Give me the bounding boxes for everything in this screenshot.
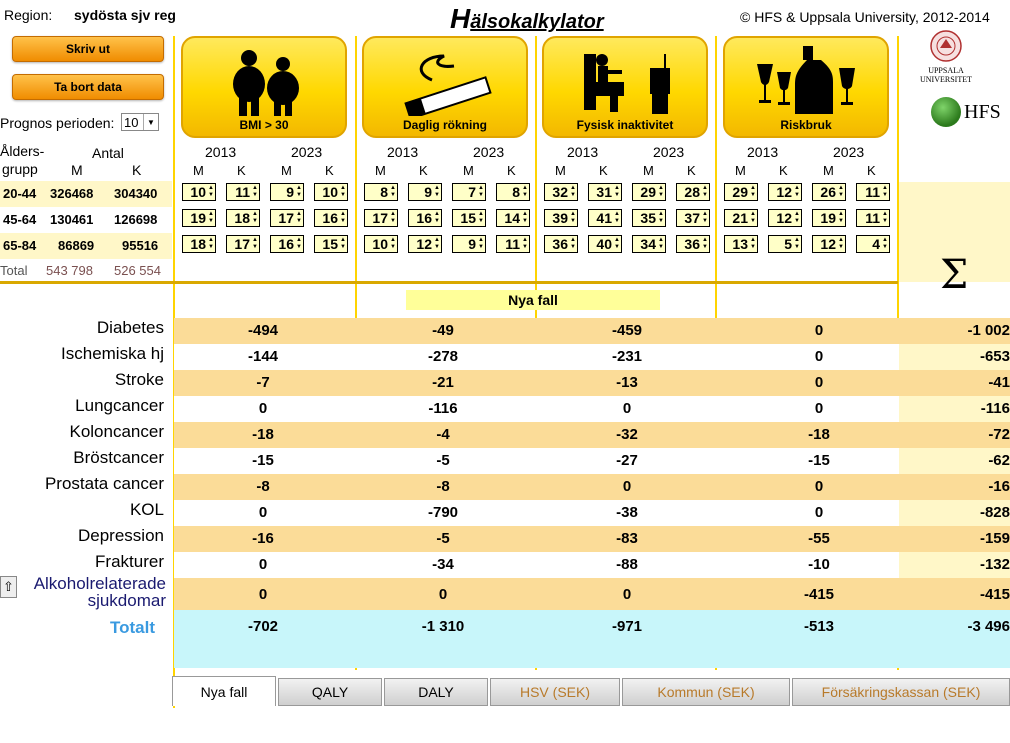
- spinner-value: 40: [596, 236, 612, 252]
- result-value: -5: [436, 530, 450, 547]
- spinner-value: 12: [776, 184, 792, 200]
- spinner-value: 12: [820, 236, 836, 252]
- result-value: -4: [436, 426, 450, 443]
- spin-arrows-icon[interactable]: ▲ ▼: [478, 211, 484, 224]
- app-title-h: H: [450, 3, 471, 34]
- spin-arrows-icon[interactable]: ▲ ▼: [838, 237, 844, 250]
- result-value: -15: [808, 452, 830, 469]
- spin-arrows-icon[interactable]: ▲ ▼: [750, 185, 756, 198]
- disease-label: Stroke: [114, 370, 164, 389]
- prevalence-spinner[interactable]: [182, 235, 216, 253]
- prevalence-spinner[interactable]: [724, 183, 758, 201]
- prevalence-spinner[interactable]: [544, 235, 578, 253]
- result-value: -16: [252, 530, 274, 547]
- prevalence-spinner[interactable]: [724, 209, 758, 227]
- spinner-value: 9: [424, 184, 432, 200]
- spinner-value: 28: [684, 184, 700, 200]
- age-group-header: Ålders-: [0, 143, 45, 159]
- spinner-value: 35: [640, 210, 656, 226]
- result-value: -459: [611, 322, 643, 339]
- spin-arrows-icon[interactable]: ▲ ▼: [434, 237, 440, 250]
- prevalence-spinner[interactable]: [452, 209, 486, 227]
- prevalence-spinner[interactable]: [452, 235, 486, 253]
- spinner-value: 18: [234, 210, 250, 226]
- spinner-value: 14: [504, 210, 520, 226]
- antal-m-header: M: [71, 162, 83, 178]
- prevalence-spinner[interactable]: [364, 235, 398, 253]
- spinner-value: 16: [278, 236, 294, 252]
- cigarette-icon: [402, 50, 494, 116]
- uppsala-seal-icon: [930, 30, 962, 62]
- population-k: 304340: [114, 186, 158, 201]
- sex-m-header: M: [643, 163, 654, 178]
- year-end: 2023: [653, 144, 685, 160]
- result-value: -18: [808, 426, 830, 443]
- spinner-value: 17: [234, 236, 250, 252]
- prevalence-spinner[interactable]: [182, 183, 216, 201]
- spinner-value: 5: [784, 236, 792, 252]
- sigma-icon: Σ: [940, 252, 969, 298]
- sex-k-header: K: [867, 163, 876, 178]
- prognos-select[interactable]: [121, 113, 159, 131]
- result-value: -8: [256, 478, 270, 495]
- prevalence-spinner[interactable]: [452, 183, 486, 201]
- spin-arrows-icon[interactable]: ▲ ▼: [570, 211, 576, 224]
- alcohol-disease-label: [20, 575, 166, 609]
- risk-card-bmi[interactable]: [181, 36, 347, 138]
- print-button[interactable]: Skriv ut: [12, 36, 164, 62]
- disease-label: Koloncancer: [69, 422, 164, 441]
- spin-arrows-icon[interactable]: ▲ ▼: [340, 185, 346, 198]
- spin-arrows-icon[interactable]: ▲ ▼: [434, 185, 440, 198]
- spinner-value: 17: [278, 210, 294, 226]
- population-m: 130461: [50, 212, 94, 227]
- tab-qaly[interactable]: QALY: [278, 678, 382, 706]
- prevalence-spinner[interactable]: [724, 235, 758, 253]
- uu-line2: UNIVERSITET: [920, 75, 972, 84]
- result-value: 0: [814, 322, 824, 339]
- risk-label: Daglig rökning: [403, 118, 487, 132]
- prevalence-spinner[interactable]: [676, 183, 710, 201]
- spin-arrows-icon[interactable]: ▲ ▼: [614, 185, 620, 198]
- prevalence-spinner[interactable]: [632, 235, 666, 253]
- result-value: 0: [258, 556, 268, 573]
- year-start: 2013: [387, 144, 419, 160]
- result-value: -790: [427, 504, 459, 521]
- app-title: [450, 3, 604, 35]
- total-value: -971: [611, 618, 643, 635]
- prevalence-spinner[interactable]: [226, 183, 260, 201]
- prevalence-spinner[interactable]: [496, 183, 530, 201]
- sex-m-header: M: [555, 163, 566, 178]
- prevalence-spinner[interactable]: [408, 183, 442, 201]
- spin-arrows-icon[interactable]: ▲ ▼: [658, 237, 664, 250]
- result-value: 0: [622, 400, 632, 417]
- sex-k-header: K: [507, 163, 516, 178]
- sex-m-header: M: [823, 163, 834, 178]
- spin-arrows-icon[interactable]: ▲ ▼: [794, 237, 800, 250]
- disease-label: Diabetes: [96, 318, 164, 337]
- spinner-value: 15: [322, 236, 338, 252]
- result-value: 0: [258, 504, 268, 521]
- sex-k-header: K: [687, 163, 696, 178]
- spinner-value: 34: [640, 236, 656, 252]
- risk-label: Fysisk inaktivitet: [576, 118, 674, 132]
- prognos-select-value: 10: [124, 114, 139, 130]
- population-m: 326468: [50, 186, 94, 201]
- sex-m-header: M: [735, 163, 746, 178]
- result-value: -278: [427, 348, 459, 365]
- spinner-value: 17: [372, 210, 388, 226]
- spin-arrows-icon[interactable]: ▲ ▼: [794, 185, 800, 198]
- spinner-value: 36: [552, 236, 568, 252]
- spin-arrows-icon[interactable]: ▲ ▼: [478, 185, 484, 198]
- result-sum: -62: [988, 452, 1010, 469]
- tab-hsv-sek[interactable]: HSV (SEK): [490, 678, 620, 706]
- spinner-value: 11: [865, 210, 880, 226]
- year-end: 2023: [291, 144, 323, 160]
- spin-arrows-icon[interactable]: ▲ ▼: [570, 237, 576, 250]
- spin-arrows-icon[interactable]: ▲ ▼: [296, 185, 302, 198]
- population-k: 95516: [122, 238, 159, 253]
- spin-arrows-icon[interactable]: ▲ ▼: [882, 185, 888, 198]
- totalt-label: Totalt: [110, 618, 156, 637]
- result-value: -5: [436, 452, 450, 469]
- spinner-value: 11: [505, 236, 520, 252]
- prevalence-spinner[interactable]: [812, 183, 846, 201]
- spin-arrows-icon[interactable]: ▲ ▼: [522, 237, 528, 250]
- spinner-value: 15: [460, 210, 476, 226]
- spin-arrows-icon[interactable]: ▲ ▼: [296, 237, 302, 250]
- antal-header: Antal: [92, 145, 124, 161]
- disease-label: Lungcancer: [75, 396, 164, 415]
- spinner-value: 16: [416, 210, 432, 226]
- spin-arrows-icon[interactable]: ▲ ▼: [794, 211, 800, 224]
- prevalence-spinner[interactable]: [226, 209, 260, 227]
- age-group: 65-84: [3, 238, 37, 253]
- prevalence-spinner[interactable]: [496, 209, 530, 227]
- result-value: -415: [803, 586, 835, 603]
- result-value: 0: [814, 374, 824, 391]
- result-value: -88: [616, 556, 638, 573]
- age-group-header-2: grupp: [2, 161, 38, 177]
- sex-k-header: K: [779, 163, 788, 178]
- result-sum: -132: [979, 556, 1010, 573]
- spin-arrows-icon[interactable]: ▲ ▼: [702, 211, 708, 224]
- result-value: -55: [808, 530, 830, 547]
- spinner-value: 37: [684, 210, 700, 226]
- obese-couple-icon: [227, 48, 307, 118]
- sex-k-header: K: [325, 163, 334, 178]
- risk-card-alcohol[interactable]: [723, 36, 889, 138]
- spinner-value: 12: [416, 236, 432, 252]
- result-value: -15: [252, 452, 274, 469]
- year-start: 2013: [747, 144, 779, 160]
- result-value: -8: [436, 478, 450, 495]
- result-value: -83: [616, 530, 638, 547]
- prevalence-spinner[interactable]: [632, 183, 666, 201]
- total-k: 526 554: [114, 263, 161, 278]
- risk-label: Riskbruk: [780, 118, 832, 132]
- spin-arrows-icon[interactable]: ▲ ▼: [614, 211, 620, 224]
- spinner-value: 7: [468, 184, 476, 200]
- sex-m-header: M: [375, 163, 386, 178]
- spinner-value: 29: [640, 184, 656, 200]
- prevalence-spinner[interactable]: [408, 235, 442, 253]
- spinner-value: 10: [372, 236, 388, 252]
- result-value: 0: [438, 586, 448, 603]
- result-sum: -159: [979, 530, 1010, 547]
- result-value: -18: [252, 426, 274, 443]
- spinner-value: 19: [190, 210, 206, 226]
- chevron-down-icon[interactable]: ▼: [143, 114, 158, 130]
- result-value: -7: [256, 374, 270, 391]
- disease-label: Prostata cancer: [44, 474, 164, 493]
- spin-arrows-icon[interactable]: ▲ ▼: [522, 185, 528, 198]
- year-start: 2013: [567, 144, 599, 160]
- prevalence-spinner[interactable]: [364, 209, 398, 227]
- spinner-value: 9: [468, 236, 476, 252]
- spin-arrows-icon[interactable]: ▲ ▼: [750, 237, 756, 250]
- prevalence-spinner[interactable]: [856, 235, 890, 253]
- result-value: 0: [622, 586, 632, 603]
- prevalence-spinner[interactable]: [270, 235, 304, 253]
- result-value: -34: [432, 556, 454, 573]
- spinner-value: 21: [732, 210, 748, 226]
- prevalence-spinner[interactable]: [856, 209, 890, 227]
- population-k: 126698: [114, 212, 158, 227]
- disease-label: Bröstcancer: [73, 448, 164, 467]
- spin-arrows-icon[interactable]: ▲ ▼: [208, 237, 214, 250]
- spinner-value: 36: [684, 236, 700, 252]
- result-sum: -116: [980, 400, 1010, 417]
- spin-arrows-icon[interactable]: ▲ ▼: [390, 211, 396, 224]
- prevalence-spinner[interactable]: [182, 209, 216, 227]
- risk-card-smoking[interactable]: [362, 36, 528, 138]
- disease-label: Ischemiska hj: [61, 344, 164, 363]
- disease-label: Depression: [78, 526, 164, 545]
- result-value: -38: [616, 504, 638, 521]
- year-start: 2013: [205, 144, 237, 160]
- prevalence-spinner[interactable]: [408, 209, 442, 227]
- result-value: -13: [616, 374, 638, 391]
- result-value: -10: [808, 556, 830, 573]
- spinner-value: 32: [552, 184, 568, 200]
- spinner-value: 26: [820, 184, 836, 200]
- sex-m-header: M: [193, 163, 204, 178]
- spinner-value: 8: [512, 184, 520, 200]
- disease-label: KOL: [129, 500, 164, 519]
- arrow-up-icon[interactable]: ⇧: [0, 576, 17, 598]
- prevalence-spinner[interactable]: [544, 209, 578, 227]
- result-value: -116: [428, 400, 458, 417]
- risk-label: BMI > 30: [239, 118, 289, 132]
- year-end: 2023: [473, 144, 505, 160]
- prevalence-spinner[interactable]: [588, 235, 622, 253]
- spin-arrows-icon[interactable]: ▲ ▼: [208, 185, 214, 198]
- spinner-value: 29: [732, 184, 748, 200]
- spin-arrows-icon[interactable]: ▲ ▼: [434, 211, 440, 224]
- sex-k-header: K: [599, 163, 608, 178]
- spin-arrows-icon[interactable]: ▲ ▼: [702, 237, 708, 250]
- spinner-value: 11: [235, 184, 250, 200]
- prevalence-spinner[interactable]: [314, 183, 348, 201]
- prevalence-spinner[interactable]: [544, 183, 578, 201]
- disease-label: Frakturer: [95, 552, 164, 571]
- spin-arrows-icon[interactable]: ▲ ▼: [658, 211, 664, 224]
- uu-logo-text: [916, 66, 976, 84]
- spin-arrows-icon[interactable]: ▲ ▼: [838, 185, 844, 198]
- spinner-value: 13: [732, 236, 748, 252]
- total-label: Total: [0, 263, 28, 278]
- tab-kommun-sek[interactable]: Kommun (SEK): [622, 678, 790, 706]
- spin-arrows-icon[interactable]: ▲ ▼: [570, 185, 576, 198]
- spinner-value: 10: [322, 184, 338, 200]
- spinner-value: 16: [322, 210, 338, 226]
- spin-arrows-icon[interactable]: ▲ ▼: [750, 211, 756, 224]
- spinner-value: 11: [865, 184, 880, 200]
- prevalence-spinner[interactable]: [676, 235, 710, 253]
- sex-m-header: M: [281, 163, 292, 178]
- antal-k-header: K: [132, 162, 142, 178]
- spinner-value: 18: [190, 236, 206, 252]
- spin-arrows-icon[interactable]: ▲ ▼: [882, 237, 888, 250]
- age-group: 45-64: [3, 212, 37, 227]
- spin-arrows-icon[interactable]: ▲ ▼: [838, 211, 844, 224]
- prevalence-spinner[interactable]: [226, 235, 260, 253]
- result-value: -231: [611, 348, 643, 365]
- result-value: 0: [814, 478, 824, 495]
- spin-arrows-icon[interactable]: ▲ ▼: [478, 237, 484, 250]
- spin-arrows-icon[interactable]: ▲ ▼: [340, 237, 346, 250]
- result-sum: -72: [988, 426, 1010, 443]
- spinner-value: 12: [776, 210, 792, 226]
- result-sum: -1 002: [967, 322, 1010, 339]
- prevalence-spinner[interactable]: [270, 183, 304, 201]
- result-sum: -41: [988, 374, 1010, 391]
- prevalence-spinner[interactable]: [768, 183, 802, 201]
- spin-arrows-icon[interactable]: ▲ ▼: [882, 211, 888, 224]
- result-sum: -16: [988, 478, 1010, 495]
- prognos-label: Prognos perioden:: [0, 115, 115, 131]
- total-value: -513: [803, 618, 835, 635]
- spin-arrows-icon[interactable]: ▲ ▼: [340, 211, 346, 224]
- spin-arrows-icon[interactable]: ▲ ▼: [252, 211, 258, 224]
- spinner-value: 31: [596, 184, 612, 200]
- region-label: Region:: [4, 7, 53, 23]
- sex-m-header: M: [463, 163, 474, 178]
- copyright: © HFS & Uppsala University, 2012-2014: [740, 9, 990, 25]
- prevalence-spinner[interactable]: [676, 209, 710, 227]
- total-value: -702: [247, 618, 279, 635]
- section-separator: [0, 281, 898, 284]
- alcohol-label-line2: sjukdomar: [87, 591, 166, 610]
- result-value: 0: [258, 400, 268, 417]
- result-value: -494: [247, 322, 279, 339]
- spinner-value: 8: [380, 184, 388, 200]
- spin-arrows-icon[interactable]: ▲ ▼: [390, 237, 396, 250]
- spinner-value: 4: [872, 236, 880, 252]
- year-end: 2023: [833, 144, 865, 160]
- spinner-value: 19: [820, 210, 836, 226]
- result-value: -49: [432, 322, 454, 339]
- population-m: 86869: [58, 238, 95, 253]
- total-sum: -3 496: [967, 618, 1010, 635]
- result-value: 0: [814, 348, 824, 365]
- section-title: Nya fall: [406, 290, 660, 310]
- spin-arrows-icon[interactable]: ▲ ▼: [208, 211, 214, 224]
- prevalence-spinner[interactable]: [270, 209, 304, 227]
- result-value: 0: [814, 504, 824, 521]
- prevalence-spinner[interactable]: [588, 209, 622, 227]
- clear-data-button[interactable]: Ta bort data: [12, 74, 164, 100]
- prevalence-spinner[interactable]: [768, 235, 802, 253]
- spinner-value: 41: [596, 210, 612, 226]
- prevalence-spinner[interactable]: [314, 209, 348, 227]
- tab-nya-fall[interactable]: Nya fall: [172, 676, 276, 706]
- result-value: 0: [814, 400, 824, 417]
- result-value: -32: [616, 426, 638, 443]
- spinner-value: 10: [190, 184, 206, 200]
- sex-k-header: K: [237, 163, 246, 178]
- hfs-globe-icon: [930, 96, 962, 128]
- spin-arrows-icon[interactable]: ▲ ▼: [522, 211, 528, 224]
- hfs-logo-text: HFS: [964, 101, 1001, 123]
- sex-k-header: K: [419, 163, 428, 178]
- result-value: -144: [247, 348, 279, 365]
- result-value: 0: [258, 586, 268, 603]
- total-value: -1 310: [421, 618, 465, 635]
- spin-arrows-icon[interactable]: ▲ ▼: [614, 237, 620, 250]
- spinner-value: 39: [552, 210, 568, 226]
- result-sum: -415: [979, 586, 1010, 603]
- result-value: -27: [616, 452, 638, 469]
- prevalence-spinner[interactable]: [364, 183, 398, 201]
- prevalence-spinner[interactable]: [812, 209, 846, 227]
- spinner-value: 9: [286, 184, 294, 200]
- uu-line1: UPPSALA: [928, 66, 964, 75]
- spin-arrows-icon[interactable]: ▲ ▼: [658, 185, 664, 198]
- spin-arrows-icon[interactable]: ▲ ▼: [252, 237, 258, 250]
- prevalence-spinner[interactable]: [496, 235, 530, 253]
- prevalence-spinner[interactable]: [588, 183, 622, 201]
- alcohol-bottle-icon: [755, 44, 861, 118]
- tab-daly[interactable]: DALY: [384, 678, 488, 706]
- result-value: -21: [432, 374, 454, 391]
- age-group: 20-44: [3, 186, 37, 201]
- spin-arrows-icon[interactable]: ▲ ▼: [702, 185, 708, 198]
- result-sum: -653: [979, 348, 1010, 365]
- prevalence-spinner[interactable]: [314, 235, 348, 253]
- region-value[interactable]: sydösta sjv reg: [74, 7, 176, 23]
- prevalence-spinner[interactable]: [632, 209, 666, 227]
- spin-arrows-icon[interactable]: ▲ ▼: [296, 211, 302, 224]
- spin-arrows-icon[interactable]: ▲ ▼: [390, 185, 396, 198]
- result-sum: -828: [979, 504, 1010, 521]
- app-title-rest: älsokalkylator: [470, 11, 604, 33]
- prevalence-spinner[interactable]: [856, 183, 890, 201]
- spin-arrows-icon[interactable]: ▲ ▼: [252, 185, 258, 198]
- prevalence-spinner[interactable]: [768, 209, 802, 227]
- tab-forsakringskassan-sek[interactable]: Försäkringskassan (SEK): [792, 678, 1010, 706]
- total-m: 543 798: [46, 263, 93, 278]
- tv-watcher-icon: [580, 48, 676, 118]
- alcohol-label-line1: Alkoholrelaterade: [33, 574, 166, 593]
- prevalence-spinner[interactable]: [812, 235, 846, 253]
- risk-card-inactivity[interactable]: [542, 36, 708, 138]
- result-value: 0: [622, 478, 632, 495]
